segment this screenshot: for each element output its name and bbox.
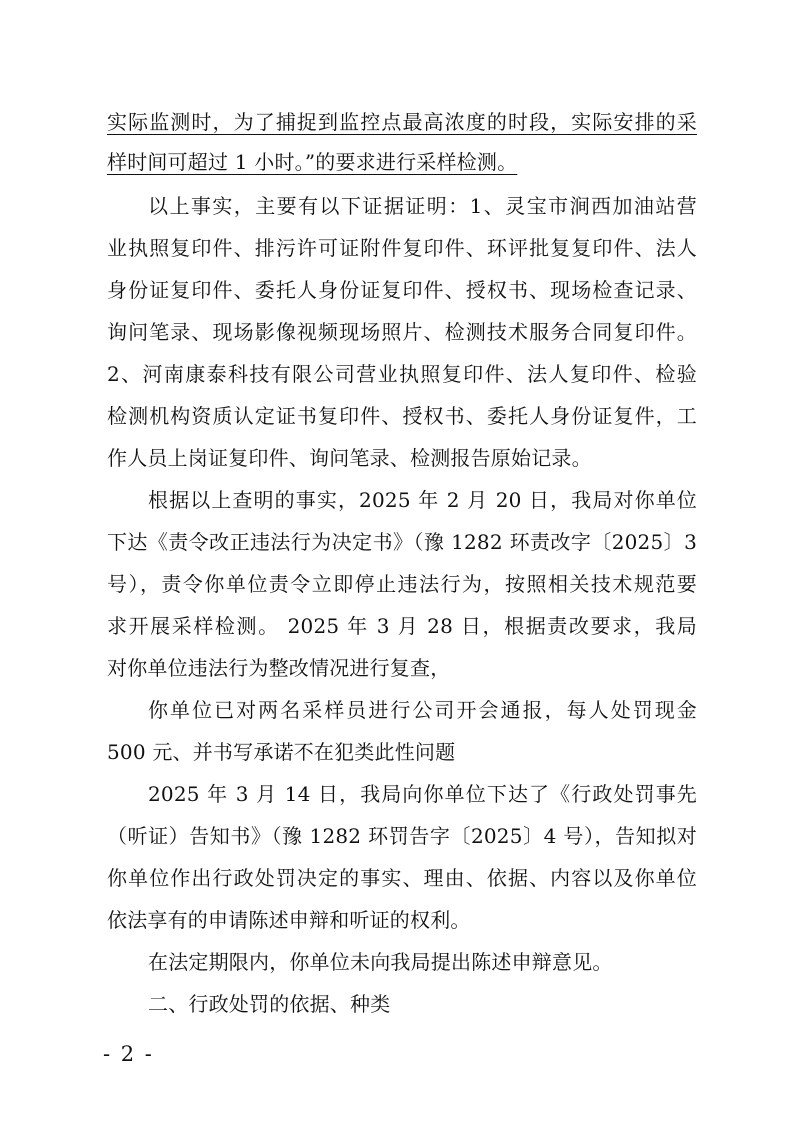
text-line: 号），责令你单位责令立即停止违法行为，按照相关技术规范要 (107, 572, 697, 596)
text-line: 作人员上岗证复印件、询问笔录、检测报告原始记录。 (107, 446, 592, 470)
text-line: 500 元、并书写承诺不在犯类此性问题 (107, 740, 456, 764)
text-line: 2、河南康泰科技有限公司营业执照复印件、法人复印件、检验 (107, 362, 697, 386)
section-heading: 二、行政处罚的依据、种类 (148, 992, 391, 1016)
text-line: 检测机构资质认定证书复印件、授权书、委托人身份证复件，工 (107, 404, 697, 428)
text-line: 依法享有的申请陈述申辩和听证的权利。 (107, 908, 471, 932)
text-line: 对你单位违法行为整改情况进行复查， (107, 656, 451, 680)
paragraph-line: 在法定期限内，你单位未向我局提出陈述申辩意见。 (148, 950, 613, 974)
text-line: 询问笔录、现场影像视频现场照片、检测技术服务合同复印件。 (107, 320, 697, 344)
paragraph-line: 根据以上查明的事实，2025 年 2 月 20 日，我局对你单位 (148, 488, 697, 512)
page-number: - 2 - (103, 1042, 154, 1066)
text-line: 业执照复印件、排污许可证附件复印件、环评批复复印件、法人 (107, 236, 697, 260)
text-line: 下达《责令改正违法行为决定书》（豫 1282 环责改字〔2025〕3 (107, 530, 697, 554)
paragraph-line: 2025 年 3 月 14 日，我局向你单位下达了《行政处罚事先 (148, 782, 697, 806)
text-line: （听证）告知书》（豫 1282 环罚告字〔2025〕4 号），告知拟对 (107, 824, 697, 848)
text-line: 求开展采样检测。 2025 年 3 月 28 日，根据责改要求，我局 (107, 614, 697, 638)
text-line: 你单位作出行政处罚决定的事实、理由、依据、内容以及你单位 (107, 866, 697, 890)
text-line: 样时间可超过 1 小时。”的要求进行采样检测。 (107, 150, 518, 174)
text-line: 身份证复印件、委托人身份证复印件、授权书、现场检查记录、 (107, 278, 697, 302)
paragraph-line: 以上事实，主要有以下证据证明：1、灵宝市涧西加油站营 (148, 194, 697, 218)
paragraph-line: 你单位已对两名采样员进行公司开会通报，每人处罚现金 (148, 698, 697, 722)
text-line: 实际监测时，为了捕捉到监控点最高浓度的时段，实际安排的采 (107, 110, 697, 134)
